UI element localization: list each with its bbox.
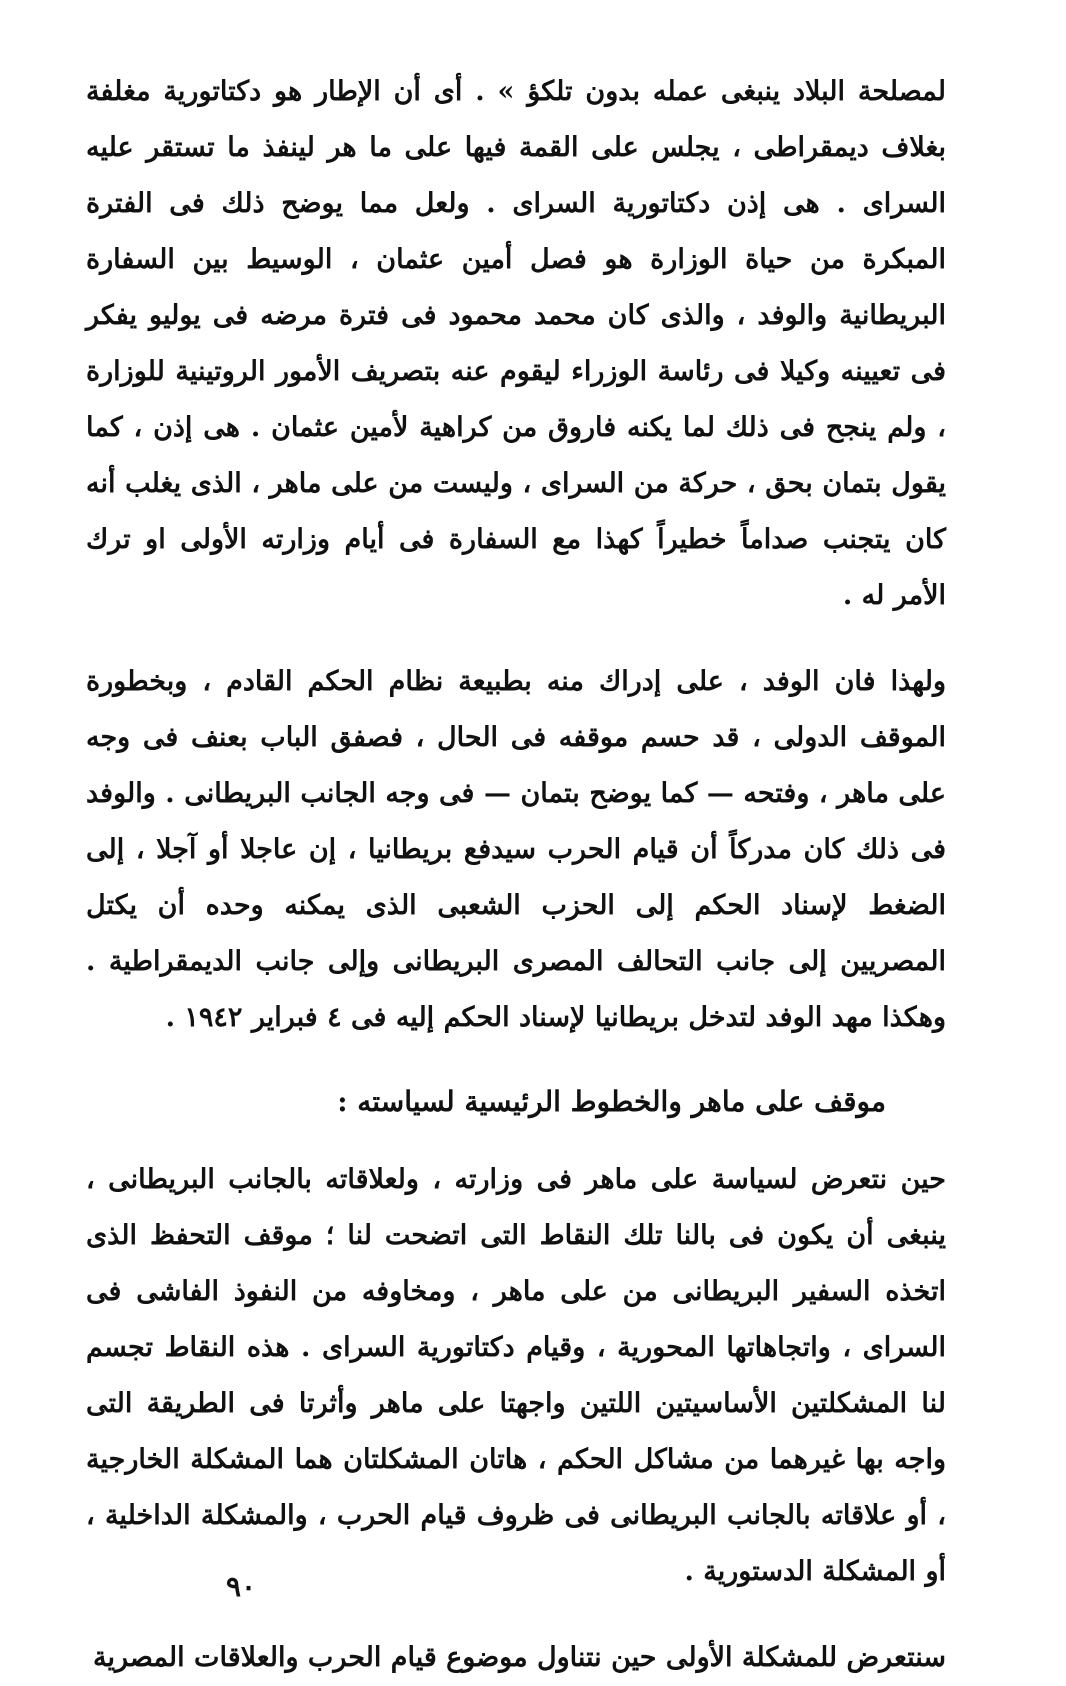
page-number: ٩٠ xyxy=(226,1570,257,1603)
body-paragraph-4: سنتعرض للمشكلة الأولى حين نتناول موضوع قيام الحرب والعلاقات المصرية xyxy=(93,1642,946,1673)
body-paragraph-2: ولهذا فان الوفد ، على إدراك منه بطبيعة نظام الحكم القادم ، وبخطورة الموقف الدولى ، قد حسم موقفه فى الحال ، فصفق الباب بعنف فى وجه على ماهر ، وفتحه — كما يوضح بتمان — فى وجه الجانب البريطانى . والوفد فى ذلك كان مدركاً أن قيام الحرب سيدفع بريطانيا ، إن عاجلا أو آجلا ، إلى الضغط لإسناد الحكم إلى الحزب الشعبى الذى يمكنه وحده أن يكتل المصريين إلى جانب التحالف المصرى البريطانى وإلى جانب الديمقراطية . وهكذا مهد الوفد لتدخل بريطانيا لإسناد الحكم إليه فى ٤ فبراير ١٩٤٢ . xyxy=(86,666,946,1033)
body-paragraph-1: لمصلحة البلاد ينبغى عمله بدون تلكؤ » . أى أن الإطار هو دكتاتورية مغلفة بغلاف ديمقراطى ، يجلس على القمة فيها على ما هر لينفذ ما تستقر عليه السراى . هى إذن دكتاتورية السراى . ولعل مما يوضح ذلك فى الفترة المبكرة من حياة الوزارة هو فصل أمين عثمان ، الوسيط بين السفارة البريطانية والوفد ، والذى كان محمد محمود فى فترة مرضه فى يوليو يفكر فى تعيينه وكيلا فى رئاسة الوزراء ليقوم عنه بتصريف الأمور الروتينية للوزارة ، ولم ينجح فى ذلك لما يكنه فاروق من كراهية لأمين عثمان . هى إذن ، كما يقول بتمان بحق ، حركة من السراى ، وليست من على ماهر ، الذى يغلب أنه كان يتجنب صداماً خطيراً كهذا مع السفارة فى أيام وزارته الأولى او ترك الأمر له . xyxy=(86,76,946,611)
section-heading: موقف على ماهر والخطوط الرئيسية لسياسته : xyxy=(337,1085,886,1118)
body-paragraph-3: حين نتعرض لسياسة على ماهر فى وزارته ، ولعلاقاته بالجانب البريطانى ، ينبغى أن يكون فى بالنا تلك النقاط التى اتضحت لنا ؛ موقف التحفظ الذى اتخذه السفير البريطانى من على ماهر ، ومخاوفه من النفوذ الفاشى فى السراى ، واتجاهاتها المحورية ، وقيام دكتاتورية السراى . هذه النقاط تجسم لنا المشكلتين الأساسيتين اللتين واجهتا على ماهر وأثرتا فى الطريقة التى واجه بها غيرهما من مشاكل الحكم ، هاتان المشكلتان هما المشكلة الخارجية ، أو علاقاته بالجانب البريطانى فى ظروف قيام الحرب ، والمشكلة الداخلية ، أو المشكلة الدستورية . xyxy=(86,1164,946,1587)
document-page xyxy=(86,64,946,1686)
